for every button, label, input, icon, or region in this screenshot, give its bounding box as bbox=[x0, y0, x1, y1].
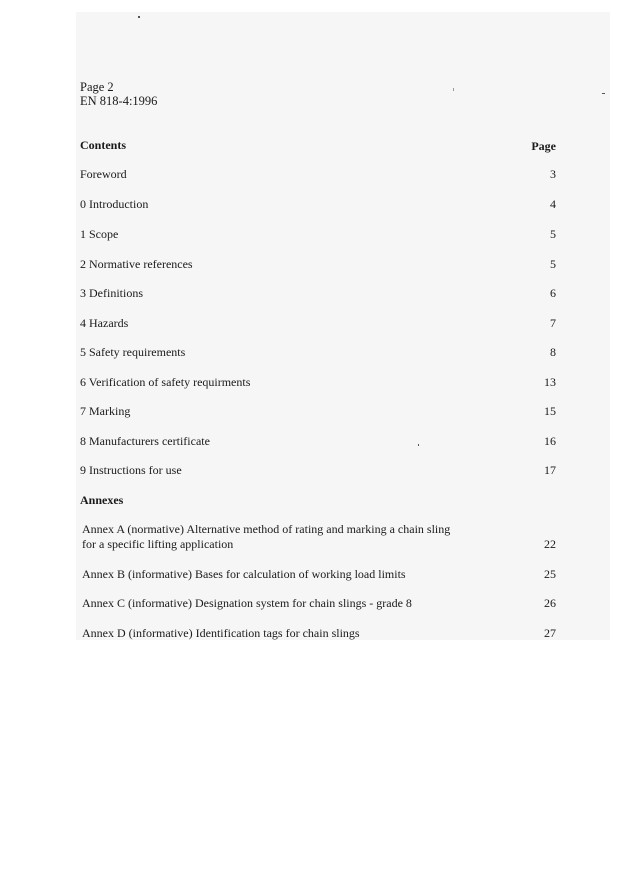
annex-page: 27 bbox=[544, 626, 556, 640]
page-header bbox=[80, 80, 157, 108]
annex-row[interactable] bbox=[82, 626, 556, 641]
contents-heading: Contents bbox=[80, 138, 127, 152]
toc-row[interactable] bbox=[80, 227, 556, 241]
toc-row[interactable] bbox=[80, 286, 556, 300]
toc-row[interactable] bbox=[80, 463, 556, 477]
toc-title: 6 Verification of safety requirments bbox=[80, 375, 251, 389]
toc-page: 7 bbox=[550, 316, 556, 330]
toc-page: 13 bbox=[544, 375, 556, 389]
annex-title: Annex A (normative) Alternative method of rating and marking a chain sling for a specific lifting application bbox=[82, 522, 451, 551]
page-number-label: Page 2 bbox=[80, 80, 114, 94]
annex-title: Annex D (informative) Identification tags for chain slings bbox=[82, 626, 360, 640]
scan-speck bbox=[602, 93, 605, 94]
toc-row[interactable] bbox=[80, 316, 556, 330]
toc-page: 5 bbox=[550, 257, 556, 271]
annex-page: 26 bbox=[544, 596, 556, 610]
toc-title: 8 Manufacturers certificate bbox=[80, 434, 210, 448]
toc-row[interactable] bbox=[80, 345, 556, 359]
toc-page: 4 bbox=[550, 197, 556, 211]
toc-row[interactable] bbox=[80, 197, 556, 211]
annex-title: Annex C (informative) Designation system for chain slings - grade 8 bbox=[82, 596, 412, 610]
toc-title: 7 Marking bbox=[80, 404, 131, 418]
scan-speck bbox=[453, 88, 454, 91]
scan-speck bbox=[138, 16, 140, 18]
toc-title: 0 Introduction bbox=[80, 197, 149, 211]
annexes-heading: Annexes bbox=[80, 493, 124, 507]
annex-page: 22 bbox=[544, 537, 556, 551]
toc-page: 5 bbox=[550, 227, 556, 241]
toc-page: 16 bbox=[544, 434, 556, 448]
toc-row[interactable] bbox=[80, 257, 556, 271]
toc-row[interactable] bbox=[80, 404, 556, 418]
toc-row[interactable] bbox=[80, 434, 556, 448]
annex-title: Annex B (informative) Bases for calculation of working load limits bbox=[82, 567, 406, 581]
toc-title: 2 Normative references bbox=[80, 257, 193, 271]
annex-row[interactable] bbox=[82, 522, 556, 552]
standard-identifier: EN 818-4:1996 bbox=[80, 94, 158, 108]
toc-title: Foreword bbox=[80, 167, 127, 181]
page-column-heading: Page bbox=[531, 139, 556, 153]
toc-page: 3 bbox=[550, 167, 556, 181]
toc-title: 5 Safety requirements bbox=[80, 345, 186, 359]
annex-row[interactable] bbox=[82, 596, 556, 611]
annex-page: 25 bbox=[544, 567, 556, 581]
toc-page: 8 bbox=[550, 345, 556, 359]
toc-title: 3 Definitions bbox=[80, 286, 143, 300]
toc-title: 4 Hazards bbox=[80, 316, 129, 330]
toc-row[interactable] bbox=[80, 167, 556, 181]
toc-page: 6 bbox=[550, 286, 556, 300]
toc-row[interactable] bbox=[80, 375, 556, 389]
toc-page: 15 bbox=[544, 404, 556, 418]
toc-title: 9 Instructions for use bbox=[80, 463, 182, 477]
annex-row[interactable] bbox=[82, 567, 556, 582]
toc-title: 1 Scope bbox=[80, 227, 119, 241]
toc-page: 17 bbox=[544, 463, 556, 477]
contents-heading-row bbox=[80, 138, 556, 153]
